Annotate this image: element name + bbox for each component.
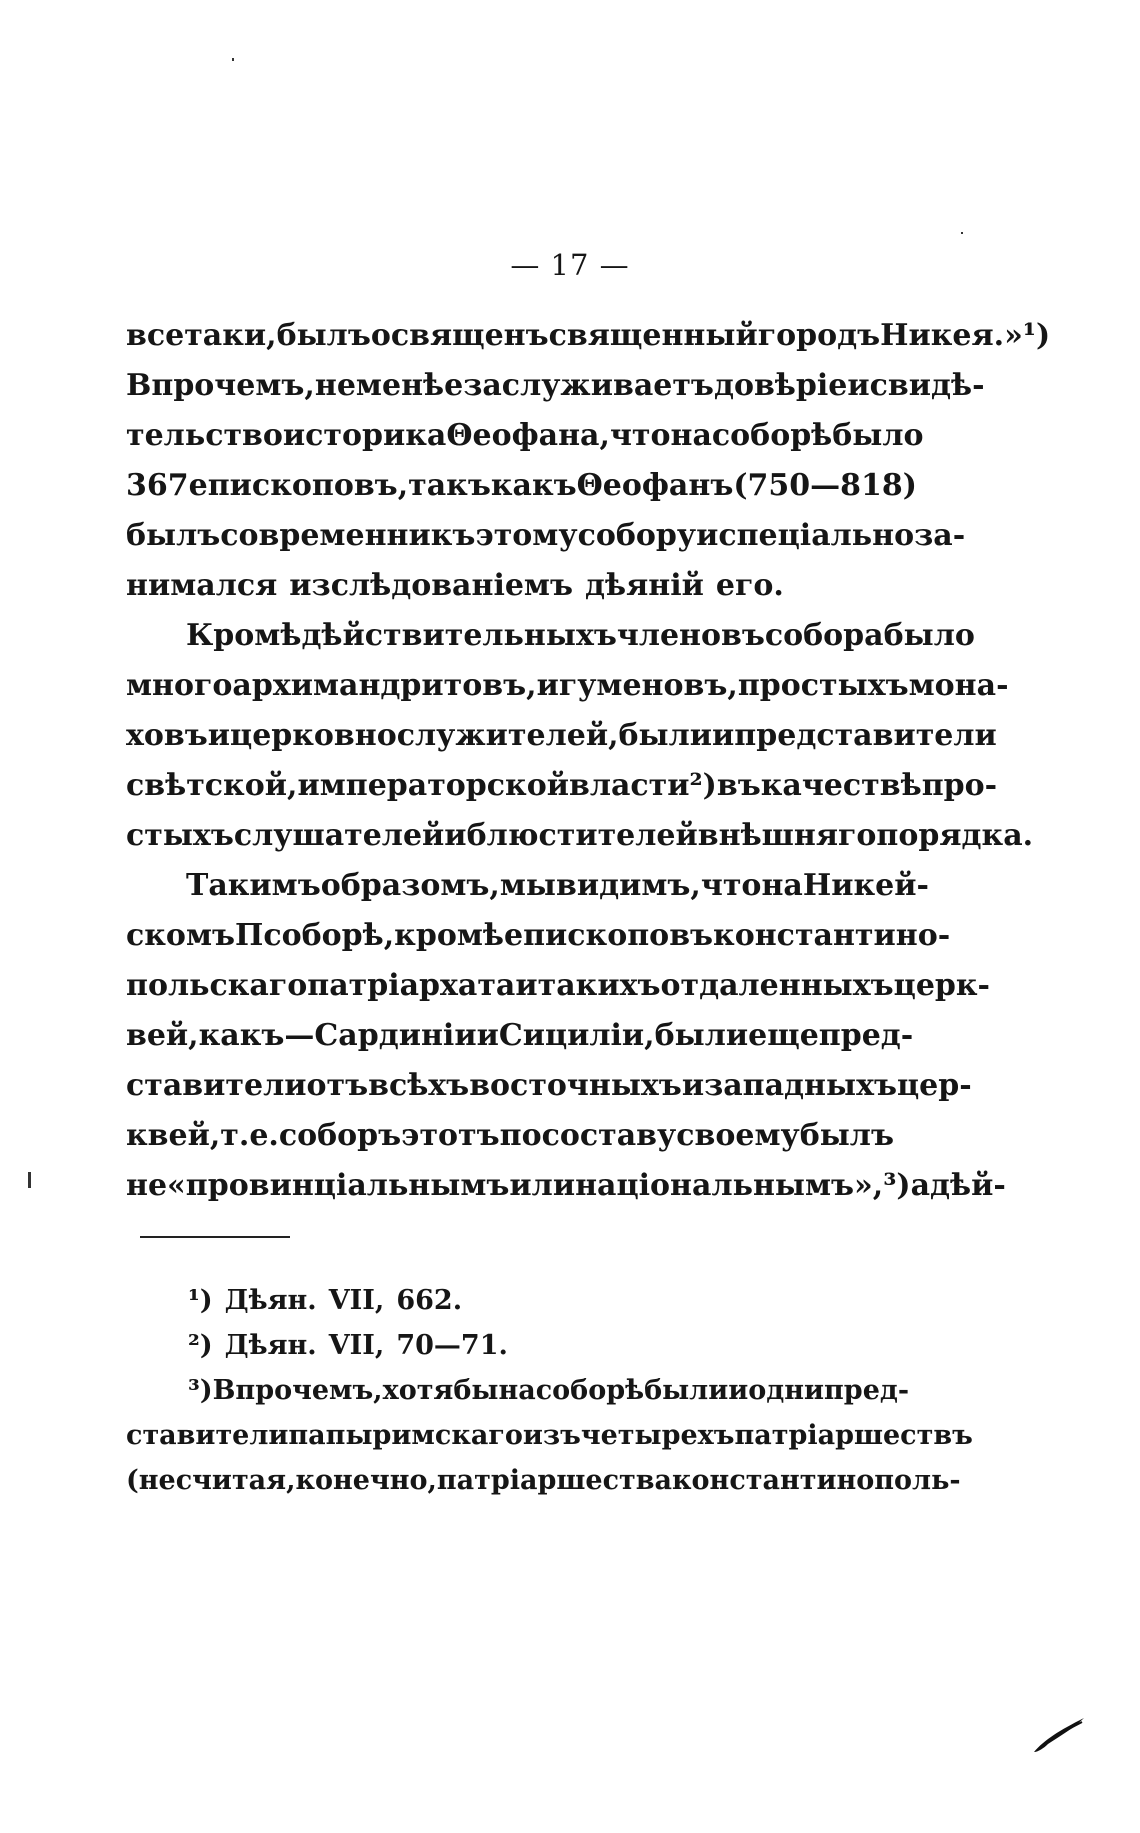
body-line: ховъ и церковнослужителей, были и представители [126,718,997,753]
body-line: много архимандритовъ, игуменовъ, простыхъ мона- [126,668,1009,703]
footnotes [126,1278,973,1503]
body-line: Такимъ образомъ, мы видимъ, что на Никей- [186,868,929,903]
footnote-line: ³) Впрочемъ, хотя бы на соборѣ были и одни пред- [188,1375,910,1406]
body-line: квей, т. е. соборъ этотъ по составу своему былъ [126,1118,894,1153]
body-line: былъ современникъ этому собору и спеціально за- [126,518,966,553]
ink-flourish-icon [1030,1700,1090,1760]
body-line: все таки, былъ освященъ священный городъ Никея.»¹) [126,318,1051,353]
body-line: свѣтской, императорской власти²) въ качествѣ про- [126,768,998,803]
paper-speck [961,232,963,234]
footnote-line: ¹) Дѣян. VII, 662. [188,1285,463,1316]
body-line: Кромѣ дѣйствительныхъ членовъ собора было [186,618,975,653]
body-line: стыхъ слушателей и блюстителей внѣшняго порядка. [126,818,1034,853]
footnote-line: ставители папы римскаго изъ четырехъ патріаршествъ [126,1420,973,1451]
paper-speck [232,58,234,61]
footnote-line: ²) Дѣян. VII, 70—71. [188,1330,508,1361]
footnote-line: (не считая, конечно, патріаршества константинополь- [126,1465,961,1496]
body-text [126,311,1051,1211]
body-line: Впрочемъ, не менѣе заслуживаетъ довѣріе и свидѣ- [126,368,985,403]
body-line: тельство историка Θеофана, что на соборѣ было [126,418,924,453]
body-line: вей, какъ — Сардиніи и Сициліи, были еще пред- [126,1018,914,1053]
body-line: нимался изслѣдованіемъ дѣяній его. [126,568,784,603]
page-number: — 17 — [510,248,630,282]
body-line: 367 епископовъ, такъ какъ Θеофанъ (750—818) [126,468,917,503]
paper-speck [28,1172,31,1188]
body-line: не «провинціальнымъ или національнымъ»,³) а дѣй- [126,1168,1006,1203]
body-line: польскаго патріархата и такихъ отдаленныхъ церк- [126,968,990,1003]
body-line: ставители отъ всѣхъ восточныхъ и западныхъ цер- [126,1068,972,1103]
footnote-divider [140,1236,290,1238]
body-line: скомъ П соборѣ, кромѣ епископовъ константино- [126,918,951,953]
